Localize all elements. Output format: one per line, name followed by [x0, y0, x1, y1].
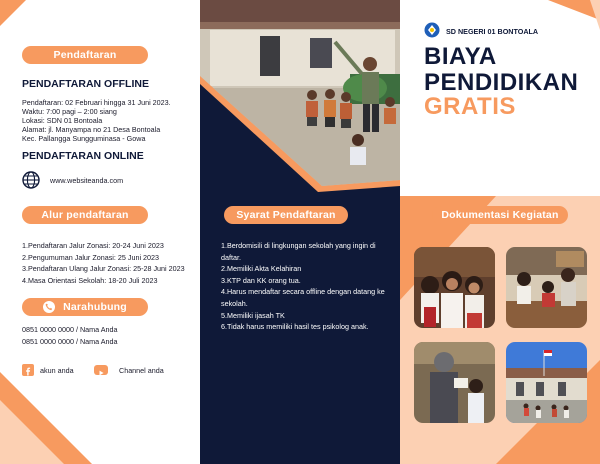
website-link[interactable]: www.websiteanda.com	[50, 176, 124, 185]
phone-icon	[43, 301, 55, 313]
offline-line-1: Pendaftaran: 02 Februari hingga 31 Juni 2023.	[22, 98, 171, 107]
youtube-text[interactable]: Channel anda	[119, 366, 164, 375]
offline-line-5: Kec. Pallangga Sungguminasa - Gowa	[22, 134, 146, 143]
alur-item: 2.Pengumuman Jalur Zonasi: 25 Juni 2023	[22, 252, 160, 262]
syarat-item: 3.KTP dan KK orang tua.	[221, 275, 301, 285]
headline-line-1: BIAYA	[424, 43, 497, 70]
documentation-photo-2	[506, 247, 587, 328]
alur-item: 3.Pendaftaran Ulang Jalur Zonasi: 25-28 Juni 2023	[22, 264, 185, 274]
syarat-item: 2.Memiliki Akta Kelahiran	[221, 264, 302, 274]
online-title: PENDAFTARAN ONLINE	[22, 150, 144, 162]
documentation-photo-1	[414, 247, 495, 328]
dokumentasi-pill	[432, 206, 568, 224]
dokumentasi-label: Dokumentasi Kegiatan	[441, 209, 559, 221]
offline-line-2: Waktu: 7:00 pagi – 2:00 siang	[22, 107, 117, 116]
contact-line: 0851 0000 0000 / Nama Anda	[22, 337, 118, 346]
syarat-label: Syarat Pendaftaran	[236, 209, 336, 221]
documentation-photo-4	[506, 342, 587, 423]
hero-photo	[200, 0, 400, 200]
facebook-icon[interactable]	[22, 364, 34, 376]
middle-panel	[200, 0, 400, 464]
syarat-item: 6.Tidak harus memiliki hasil tes psikolog anak.	[221, 322, 369, 332]
offline-line-4: Alamat: jl. Manyampa no 21 Desa Bontoala	[22, 125, 161, 134]
narahubung-label: Narahubung	[63, 301, 127, 313]
documentation-photo-3	[414, 342, 495, 423]
syarat-item: 1.Berdomisili di lingkungan sekolah yang ingin di daftar.	[221, 241, 376, 262]
headline-line-2: PENDIDIKAN	[424, 69, 579, 96]
pendaftaran-pill	[22, 46, 148, 64]
contact-line: 0851 0000 0000 / Nama Anda	[22, 325, 118, 334]
syarat-list	[221, 240, 393, 333]
tut-wuri-logo	[424, 22, 440, 43]
left-panel-decoration	[0, 0, 200, 464]
syarat-item: 5.Memiliki ijasah TK	[221, 310, 285, 320]
alur-pill	[22, 206, 148, 224]
alur-item: 4.Masa Orientasi Sekolah: 18-20 Juli 2023	[22, 275, 158, 285]
alur-list	[22, 240, 185, 286]
alur-label: Alur pendaftaran	[41, 209, 129, 221]
facebook-text[interactable]: akun anda	[40, 366, 74, 375]
pendaftaran-label: Pendaftaran	[53, 49, 117, 61]
narahubung-pill	[22, 298, 148, 316]
headline-line-3: GRATIS	[424, 93, 516, 120]
left-panel	[0, 0, 200, 464]
youtube-icon[interactable]	[94, 365, 108, 375]
alur-item: 1.Pendaftaran Jalur Zonasi: 20-24 Juni 2023	[22, 241, 164, 250]
syarat-item: 4.Harus mendaftar secara offline dengan datang ke sekolah.	[221, 287, 385, 308]
globe-icon	[22, 171, 40, 194]
school-name: SD NEGERI 01 BONTOALA	[446, 27, 539, 36]
offline-line-3: Lokasi: SDN 01 Bontoala	[22, 116, 103, 125]
offline-title: PENDAFTARAN OFFLINE	[22, 78, 149, 90]
right-panel	[400, 0, 600, 464]
syarat-pill	[224, 206, 348, 224]
